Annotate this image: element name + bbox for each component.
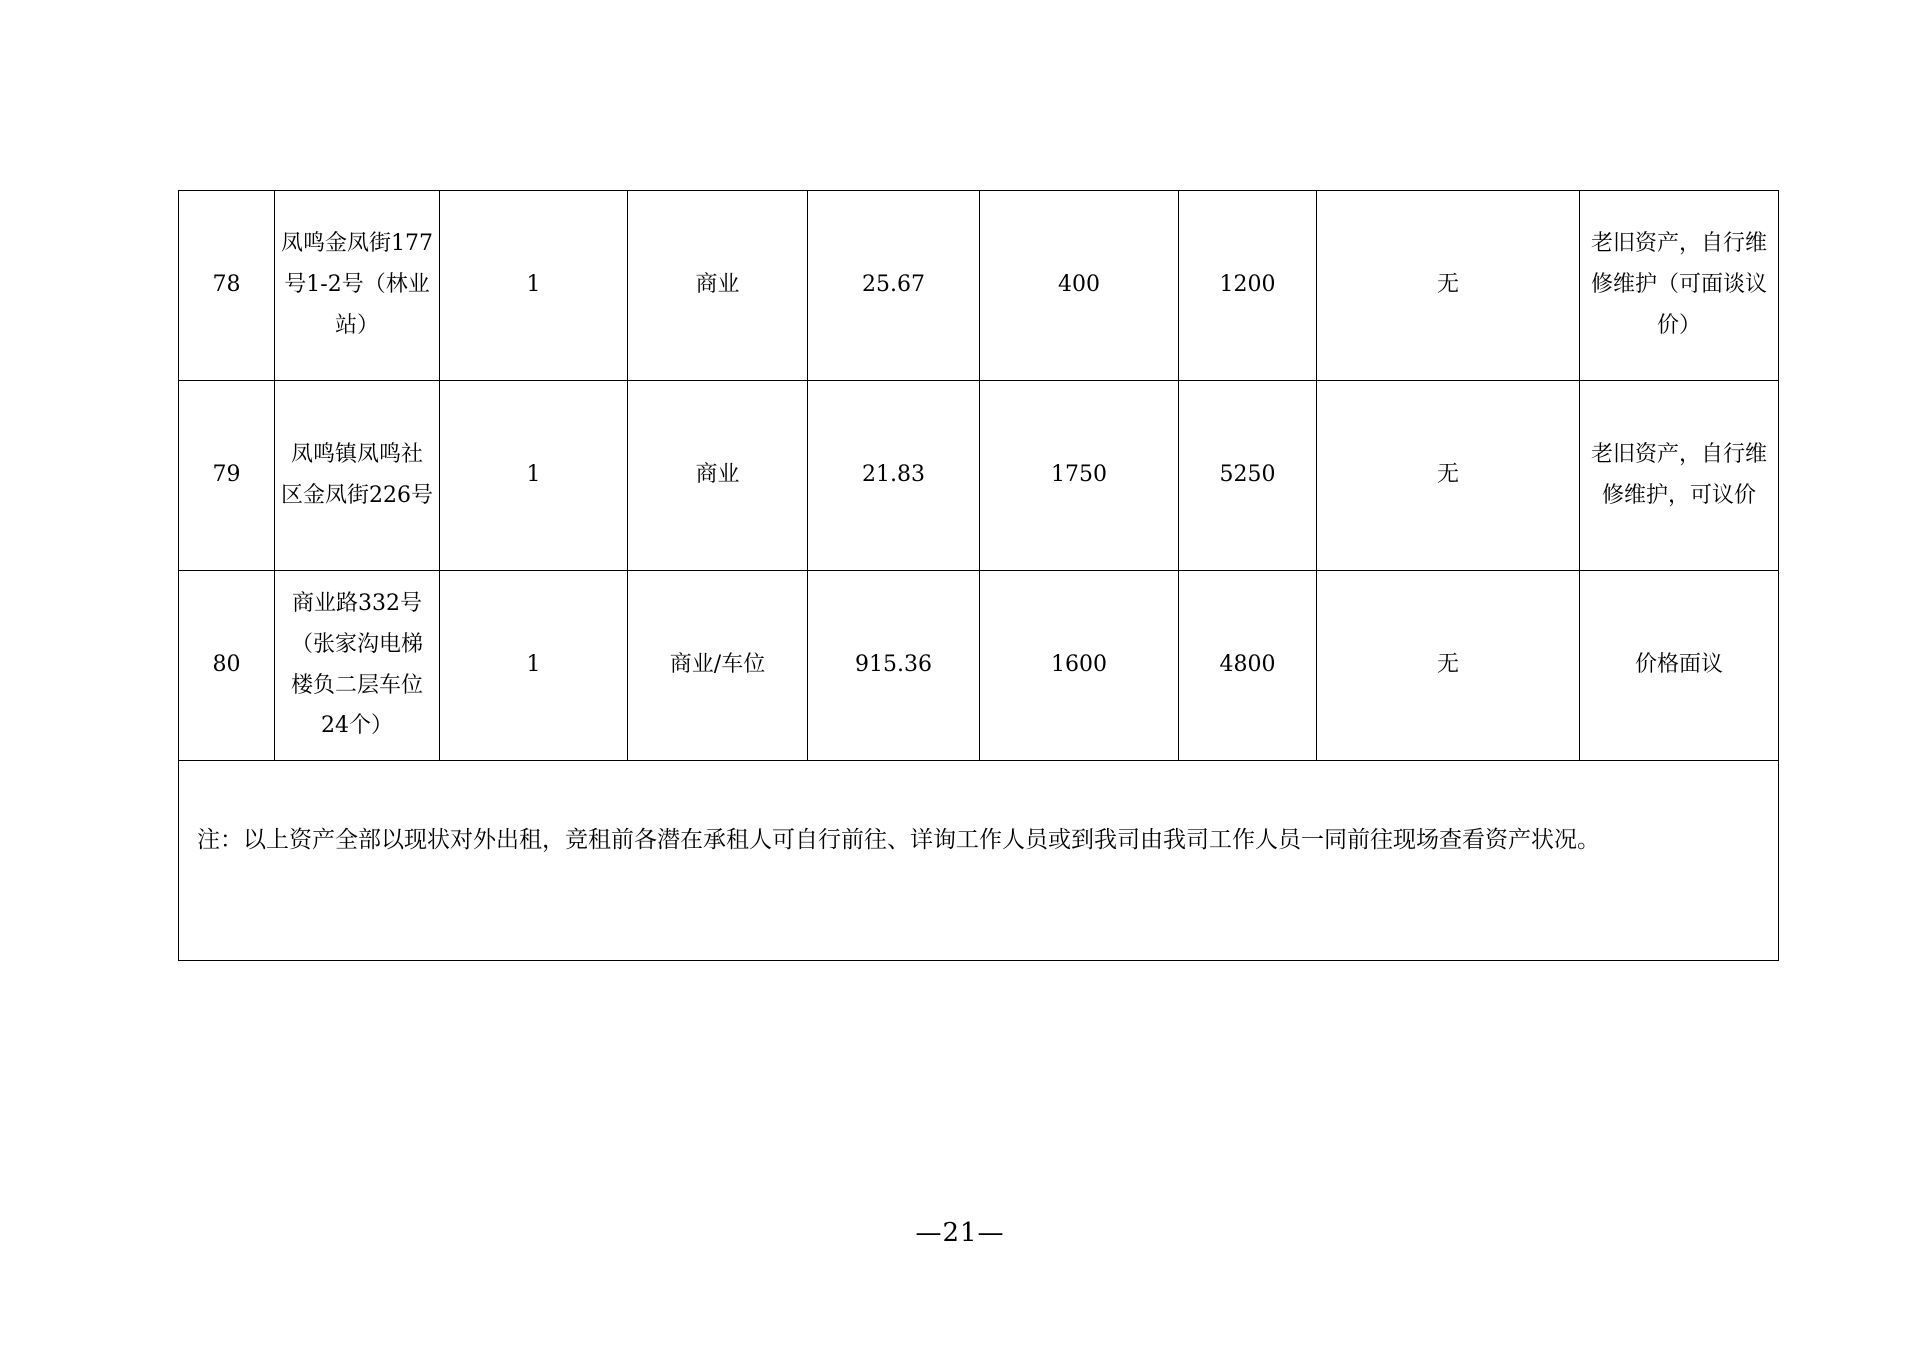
cell-area: 25.67 xyxy=(808,191,980,381)
cell-quantity: 1 xyxy=(440,381,628,571)
asset-table xyxy=(178,190,1779,961)
cell-type: 商业/车位 xyxy=(628,571,808,761)
cell-deposit: 无 xyxy=(1317,191,1580,381)
cell-address: 凤鸣镇凤鸣社区金凤街226号 xyxy=(275,381,440,571)
cell-area: 915.36 xyxy=(808,571,980,761)
cell-remark: 价格面议 xyxy=(1580,571,1779,761)
cell-type: 商业 xyxy=(628,381,808,571)
page-number: —21— xyxy=(915,1218,1005,1248)
cell-unit-price: 400 xyxy=(980,191,1179,381)
cell-total-price: 5250 xyxy=(1179,381,1317,571)
cell-no: 80 xyxy=(179,571,275,761)
cell-no: 78 xyxy=(179,191,275,381)
cell-total-price: 4800 xyxy=(1179,571,1317,761)
cell-unit-price: 1750 xyxy=(980,381,1179,571)
cell-quantity: 1 xyxy=(440,191,628,381)
table-note xyxy=(179,761,1779,961)
table-row xyxy=(179,381,1779,571)
cell-no: 79 xyxy=(179,381,275,571)
table-note-text: 注：以上资产全部以现状对外出租，竞租前各潜在承租人可自行前往、详询工作人员或到我司由我司工作人员一同前往现场查看资产状况。 xyxy=(197,827,1600,853)
cell-unit-price: 1600 xyxy=(980,571,1179,761)
cell-address: 商业路332号（张家沟电梯楼负二层车位24个） xyxy=(275,571,440,761)
cell-remark: 老旧资产，自行维修维护（可面谈议价） xyxy=(1580,191,1779,381)
table-row xyxy=(179,191,1779,381)
cell-type: 商业 xyxy=(628,191,808,381)
cell-deposit: 无 xyxy=(1317,571,1580,761)
asset-table-container xyxy=(178,190,1778,961)
cell-address: 凤鸣金凤街177号1-2号（林业站） xyxy=(275,191,440,381)
cell-remark: 老旧资产，自行维修维护，可议价 xyxy=(1580,381,1779,571)
cell-total-price: 1200 xyxy=(1179,191,1317,381)
cell-deposit: 无 xyxy=(1317,381,1580,571)
cell-quantity: 1 xyxy=(440,571,628,761)
table-note-row xyxy=(179,761,1779,961)
table-row xyxy=(179,571,1779,761)
cell-area: 21.83 xyxy=(808,381,980,571)
